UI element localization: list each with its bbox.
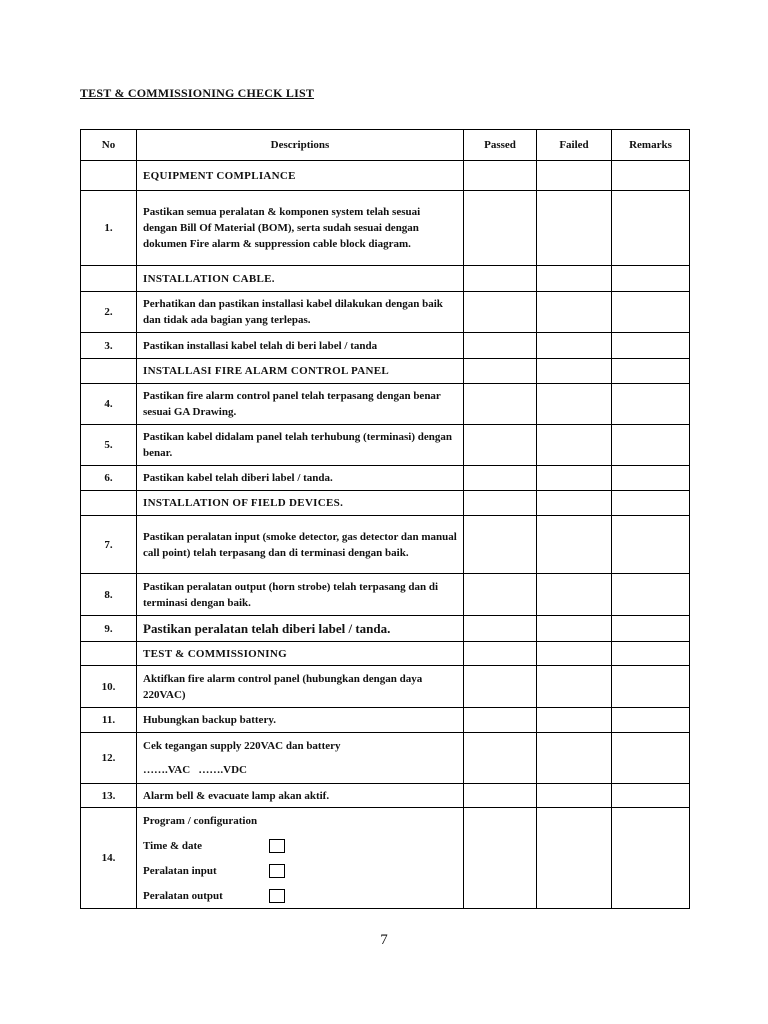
- remarks-cell[interactable]: [612, 666, 690, 708]
- column-header-no: No: [81, 130, 137, 161]
- config-item-label: Time & date: [143, 839, 203, 852]
- failed-cell[interactable]: [537, 642, 612, 666]
- passed-cell[interactable]: [464, 574, 537, 616]
- failed-cell[interactable]: [537, 516, 612, 574]
- remarks-cell[interactable]: [612, 292, 690, 333]
- voltage-readings: …….VAC …….VDC: [143, 764, 247, 776]
- failed-cell[interactable]: [537, 161, 612, 191]
- section-title: INSTALLASI FIRE ALARM CONTROL PANEL: [137, 359, 464, 384]
- passed-cell[interactable]: [464, 708, 537, 733]
- failed-cell[interactable]: [537, 266, 612, 292]
- table-row: [81, 292, 690, 333]
- row-number: [81, 491, 137, 516]
- row-number: [81, 359, 137, 384]
- config-item: [143, 833, 457, 858]
- row-number: 13.: [81, 784, 137, 808]
- passed-cell[interactable]: [464, 491, 537, 516]
- remarks-cell[interactable]: [612, 161, 690, 191]
- config-item: [143, 858, 457, 883]
- row-description: [137, 733, 464, 784]
- row-number: 6.: [81, 466, 137, 491]
- row-description: Pastikan installasi kabel telah di beri label / tanda: [137, 333, 464, 359]
- row-number: 9.: [81, 616, 137, 642]
- row-description: Pastikan kabel telah diberi label / tanda.: [137, 466, 464, 491]
- passed-cell[interactable]: [464, 333, 537, 359]
- page-number: 7: [380, 932, 388, 948]
- column-header-failed: Failed: [537, 130, 612, 161]
- failed-cell[interactable]: [537, 491, 612, 516]
- row-number: 1.: [81, 191, 137, 266]
- table-row: [81, 784, 690, 808]
- remarks-cell[interactable]: [612, 191, 690, 266]
- config-item: [143, 883, 457, 908]
- failed-cell[interactable]: [537, 191, 612, 266]
- section-row: [81, 161, 690, 191]
- failed-cell[interactable]: [537, 666, 612, 708]
- remarks-cell[interactable]: [612, 333, 690, 359]
- config-heading-label: Program / configuration: [143, 814, 258, 827]
- row-number: 14.: [81, 808, 137, 909]
- failed-cell[interactable]: [537, 574, 612, 616]
- remarks-cell[interactable]: [612, 491, 690, 516]
- document-title: TEST & COMMISSIONING CHECK LIST: [80, 86, 315, 100]
- passed-cell[interactable]: [464, 161, 537, 191]
- table-row: [81, 516, 690, 574]
- remarks-cell[interactable]: [612, 708, 690, 733]
- column-header-remarks: Remarks: [612, 130, 690, 161]
- row-number: 12.: [81, 733, 137, 784]
- failed-cell[interactable]: [537, 784, 612, 808]
- row-description: Pastikan peralatan input (smoke detector, gas detector dan manual call point) telah terpasang dan di terminasi dengan baik.: [137, 516, 464, 574]
- column-header-passed: Passed: [464, 130, 537, 161]
- section-row: [81, 642, 690, 666]
- remarks-cell[interactable]: [612, 266, 690, 292]
- failed-cell[interactable]: [537, 359, 612, 384]
- failed-cell[interactable]: [537, 616, 612, 642]
- table-row: [81, 191, 690, 266]
- table-header-row: [81, 130, 690, 161]
- table-row: [81, 333, 690, 359]
- table-row: [81, 425, 690, 466]
- table-row: [81, 574, 690, 616]
- table-row: [81, 384, 690, 425]
- row-description: [137, 808, 464, 909]
- checkbox[interactable]: [269, 864, 285, 878]
- passed-cell[interactable]: [464, 784, 537, 808]
- remarks-cell[interactable]: [612, 516, 690, 574]
- remarks-cell[interactable]: [612, 616, 690, 642]
- row-number: 3.: [81, 333, 137, 359]
- row-number: 4.: [81, 384, 137, 425]
- remarks-cell[interactable]: [612, 642, 690, 666]
- section-title: EQUIPMENT COMPLIANCE: [137, 161, 464, 191]
- passed-cell[interactable]: [464, 516, 537, 574]
- row-number: 2.: [81, 292, 137, 333]
- remarks-cell[interactable]: [612, 784, 690, 808]
- passed-cell[interactable]: [464, 425, 537, 466]
- failed-cell[interactable]: [537, 333, 612, 359]
- section-title: INSTALLATION CABLE.: [137, 266, 464, 292]
- passed-cell[interactable]: [464, 292, 537, 333]
- failed-cell[interactable]: [537, 292, 612, 333]
- remarks-cell[interactable]: [612, 574, 690, 616]
- passed-cell[interactable]: [464, 642, 537, 666]
- remarks-cell[interactable]: [612, 466, 690, 491]
- section-title: INSTALLATION OF FIELD DEVICES.: [137, 491, 464, 516]
- remarks-cell[interactable]: [612, 359, 690, 384]
- remarks-cell[interactable]: [612, 733, 690, 784]
- config-heading: [143, 808, 457, 833]
- row-number: [81, 266, 137, 292]
- checkbox[interactable]: [269, 889, 285, 903]
- table-row: [81, 708, 690, 733]
- failed-cell[interactable]: [537, 384, 612, 425]
- row-description-line: Cek tegangan supply 220VAC dan battery: [143, 740, 341, 752]
- passed-cell[interactable]: [464, 191, 537, 266]
- passed-cell[interactable]: [464, 616, 537, 642]
- remarks-cell[interactable]: [612, 425, 690, 466]
- row-number: [81, 642, 137, 666]
- section-row: [81, 491, 690, 516]
- failed-cell[interactable]: [537, 708, 612, 733]
- row-description: Pastikan fire alarm control panel telah terpasang dengan benar sesuai GA Drawing.: [137, 384, 464, 425]
- checkbox[interactable]: [269, 839, 285, 853]
- table-row: [81, 666, 690, 708]
- passed-cell[interactable]: [464, 359, 537, 384]
- section-title: TEST & COMMISSIONING: [137, 642, 464, 666]
- row-number: 11.: [81, 708, 137, 733]
- passed-cell[interactable]: [464, 266, 537, 292]
- remarks-cell[interactable]: [612, 808, 690, 909]
- row-number: 5.: [81, 425, 137, 466]
- failed-cell[interactable]: [537, 733, 612, 784]
- failed-cell[interactable]: [537, 808, 612, 909]
- row-description: Alarm bell & evacuate lamp akan aktif.: [137, 784, 464, 808]
- row-description: Perhatikan dan pastikan installasi kabel dilakukan dengan baik dan tidak ada bagian yang terlepas.: [137, 292, 464, 333]
- table-row: [81, 808, 690, 909]
- config-item-label: Peralatan input: [143, 864, 217, 877]
- row-number: 8.: [81, 574, 137, 616]
- passed-cell[interactable]: [464, 808, 537, 909]
- failed-cell[interactable]: [537, 466, 612, 491]
- passed-cell[interactable]: [464, 733, 537, 784]
- row-number: [81, 161, 137, 191]
- section-row: [81, 359, 690, 384]
- row-description: Aktifkan fire alarm control panel (hubungkan dengan daya 220VAC): [137, 666, 464, 708]
- section-row: [81, 266, 690, 292]
- row-description: Pastikan semua peralatan & komponen system telah sesuai dengan Bill Of Material (BOM), serta sudah sesuai dengan dokumen Fire alarm & suppression cable block diagram.: [137, 191, 464, 266]
- passed-cell[interactable]: [464, 666, 537, 708]
- passed-cell[interactable]: [464, 466, 537, 491]
- row-number: 10.: [81, 666, 137, 708]
- row-number: 7.: [81, 516, 137, 574]
- failed-cell[interactable]: [537, 425, 612, 466]
- table-row: [81, 616, 690, 642]
- column-header-descriptions: Descriptions: [137, 130, 464, 161]
- passed-cell[interactable]: [464, 384, 537, 425]
- remarks-cell[interactable]: [612, 384, 690, 425]
- row-description: Pastikan kabel didalam panel telah terhubung (terminasi) dengan benar.: [137, 425, 464, 466]
- config-item-label: Peralatan output: [143, 889, 223, 902]
- row-description: Pastikan peralatan output (horn strobe) telah terpasang dan di terminasi dengan baik.: [137, 574, 464, 616]
- table-row: [81, 466, 690, 491]
- row-description: Hubungkan backup battery.: [137, 708, 464, 733]
- table-row: [81, 733, 690, 784]
- row-description: Pastikan peralatan telah diberi label / tanda.: [137, 616, 464, 642]
- checklist-table: [80, 129, 690, 909]
